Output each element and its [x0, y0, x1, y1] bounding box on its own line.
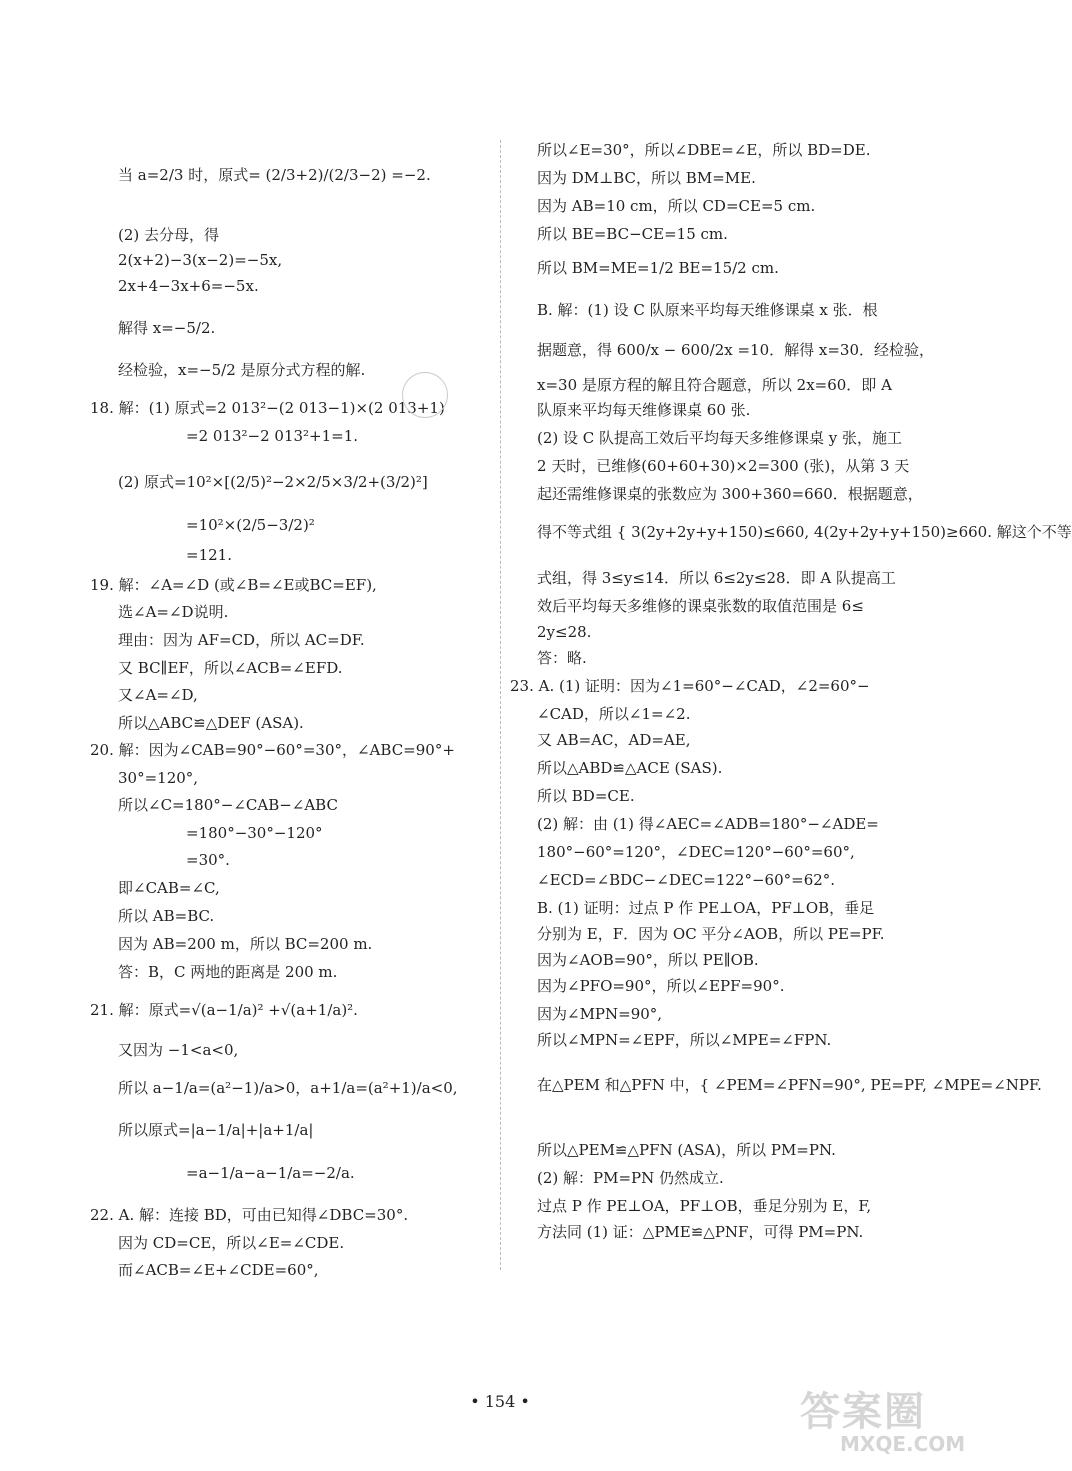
right-column-line: B. 解：(1) 设 C 队原来平均每天维修课桌 x 张．根	[537, 301, 878, 319]
right-column-line: 180°−60°=120°，∠DEC=120°−60°=60°,	[537, 843, 855, 861]
right-column-line: 2 天时，已维修(60+60+30)×2=300 (张)，从第 3 天	[537, 457, 910, 475]
left-column-line: 而∠ACB=∠E+∠CDE=60°,	[118, 1261, 319, 1279]
right-column-line: 队原来平均每天维修课桌 60 张.	[537, 401, 751, 419]
right-column-line: 效后平均每天多维修的课桌张数的取值范围是 6≤	[537, 597, 864, 615]
left-column-line: 19. 解：∠A=∠D (或∠B=∠E或BC=EF),	[90, 576, 377, 594]
right-column-line: 答：略.	[537, 649, 587, 667]
right-column-line: (2) 设 C 队提高工效后平均每天多维修课桌 y 张，施工	[537, 429, 903, 447]
right-column-line: B. (1) 证明：过点 P 作 PE⊥OA，PF⊥OB，垂足	[537, 899, 875, 917]
left-column-line: 22. A. 解：连接 BD，可由已知得∠DBC=30°.	[90, 1206, 409, 1224]
right-column-line: ∠CAD，所以∠1=∠2.	[537, 705, 691, 723]
right-column-line: x=30 是原方程的解且符合题意，所以 2x=60．即 A	[537, 376, 892, 394]
left-column-line: 2x+4−3x+6=−5x.	[118, 277, 259, 295]
stamp-mark	[402, 372, 448, 418]
right-column-line: 所以△ABD≌△ACE (SAS).	[537, 759, 723, 777]
right-column-line: 在△PEM 和△PFN 中，{ ∠PEM=∠PFN=90°, PE=PF, ∠MPE=∠NPF.	[537, 1076, 1042, 1094]
right-column-line: 又 AB=AC，AD=AE,	[537, 731, 691, 749]
right-column-line: 分别为 E，F．因为 OC 平分∠AOB，所以 PE=PF.	[537, 925, 885, 943]
left-column-line: =180°−30°−120°	[186, 824, 323, 842]
left-column-line: (2) 原式=10²×[(2/5)²−2×2/5×3/2+(3/2)²]	[118, 473, 428, 491]
left-column-line: 30°=120°,	[118, 769, 199, 787]
left-column-line: 选∠A=∠D说明.	[118, 603, 229, 621]
left-column-line: 所以 AB=BC.	[118, 907, 215, 925]
left-column-line: =a−1/a−a−1/a=−2/a.	[186, 1164, 355, 1182]
left-column-line: 所以∠C=180°−∠CAB−∠ABC	[118, 796, 338, 814]
left-column-line: 理由：因为 AF=CD，所以 AC=DF.	[118, 631, 365, 649]
logo-main-text: 答案圈	[800, 1389, 926, 1435]
left-column-line: 所以△ABC≌△DEF (ASA).	[118, 714, 304, 732]
right-column-line: 据题意，得 600/x − 600/2x =10．解得 x=30．经检验，	[537, 341, 935, 359]
right-column-line: 所以 BD=CE.	[537, 787, 635, 805]
site-logo	[800, 1380, 990, 1460]
left-column-line: =2 013²−2 013²+1=1.	[186, 427, 359, 445]
right-column-line: (2) 解：由 (1) 得∠AEC=∠ADB=180°−∠ADE=	[537, 815, 879, 833]
column-divider	[500, 140, 501, 1270]
right-column-line: 23. A. (1) 证明：因为∠1=60°−∠CAD，∠2=60°−	[510, 677, 870, 695]
right-column-line: 所以 BE=BC−CE=15 cm.	[537, 225, 728, 243]
left-column-line: 即∠CAB=∠C,	[118, 879, 220, 897]
left-column-line: 又∠A=∠D,	[118, 686, 198, 704]
left-column-line: =10²×(2/5−3/2)²	[186, 516, 315, 534]
left-column-line: 当 a=2/3 时，原式= (2/3+2)/(2/3−2) =−2.	[118, 166, 431, 184]
left-column-line: =121.	[186, 546, 232, 564]
right-column-line: (2) 解：PM=PN 仍然成立.	[537, 1169, 724, 1187]
logo-sub-text: MXQE.COM	[840, 1432, 966, 1456]
right-column-line: 因为∠PFO=90°，所以∠EPF=90°.	[537, 977, 785, 995]
right-column-line: 得不等式组 { 3(2y+2y+y+150)≤660, 4(2y+2y+y+150)≥660. 解这个不等	[537, 523, 1072, 541]
left-column-line: 因为 CD=CE，所以∠E=∠CDE.	[118, 1234, 345, 1252]
left-column-line: =30°.	[186, 851, 230, 869]
right-column-line: 因为∠MPN=90°,	[537, 1005, 663, 1023]
left-column-line: 又因为 −1<a<0,	[118, 1041, 239, 1059]
right-column-line: 因为 DM⊥BC，所以 BM=ME.	[537, 169, 756, 187]
right-column-line: 方法同 (1) 证：△PME≌△PNF，可得 PM=PN.	[537, 1223, 864, 1241]
left-column-line: 解得 x=−5/2.	[118, 319, 216, 337]
left-column-line: 经检验，x=−5/2 是原分式方程的解.	[118, 361, 366, 379]
right-column-line: 因为∠AOB=90°，所以 PE∥OB.	[537, 951, 759, 969]
right-column-line: ∠ECD=∠BDC−∠DEC=122°−60°=62°.	[537, 871, 836, 889]
right-column-line: 起还需维修课桌的张数应为 300+360=660．根据题意，	[537, 485, 923, 503]
left-column-line: 20. 解：因为∠CAB=90°−60°=30°，∠ABC=90°+	[90, 741, 455, 759]
left-column-line: 所以 a−1/a=(a²−1)/a>0，a+1/a=(a²+1)/a<0,	[118, 1079, 458, 1097]
left-column-line: 答：B，C 两地的距离是 200 m.	[118, 963, 338, 981]
left-column-line: 又 BC∥EF，所以∠ACB=∠EFD.	[118, 659, 343, 677]
left-column-line: 因为 AB=200 m，所以 BC=200 m.	[118, 935, 373, 953]
right-column-line: 过点 P 作 PE⊥OA，PF⊥OB，垂足分别为 E，F,	[537, 1197, 872, 1215]
left-column-line: 所以原式=|a−1/a|+|a+1/a|	[118, 1121, 314, 1139]
right-column-line: 所以∠MPN=∠EPF，所以∠MPE=∠FPN.	[537, 1031, 832, 1049]
left-column-line: 2(x+2)−3(x−2)=−5x,	[118, 251, 283, 269]
right-column-line: 因为 AB=10 cm，所以 CD=CE=5 cm.	[537, 197, 816, 215]
right-column-line: 所以△PEM≌△PFN (ASA)，所以 PM=PN.	[537, 1141, 836, 1159]
right-column-line: 所以 BM=ME=1/2 BE=15/2 cm.	[537, 259, 779, 277]
right-column-line: 式组，得 3≤y≤14．所以 6≤2y≤28．即 A 队提高工	[537, 569, 896, 587]
left-column-line: 21. 解：原式=√(a−1/a)² +√(a+1/a)².	[90, 1001, 358, 1019]
right-column-line: 2y≤28.	[537, 623, 592, 641]
page-number: • 154 •	[470, 1392, 530, 1411]
left-column-line: (2) 去分母，得	[118, 226, 220, 244]
left-column-line: 18. 解：(1) 原式=2 013²−(2 013−1)×(2 013+1)	[90, 399, 445, 417]
right-column-line: 所以∠E=30°，所以∠DBE=∠E，所以 BD=DE.	[537, 141, 871, 159]
